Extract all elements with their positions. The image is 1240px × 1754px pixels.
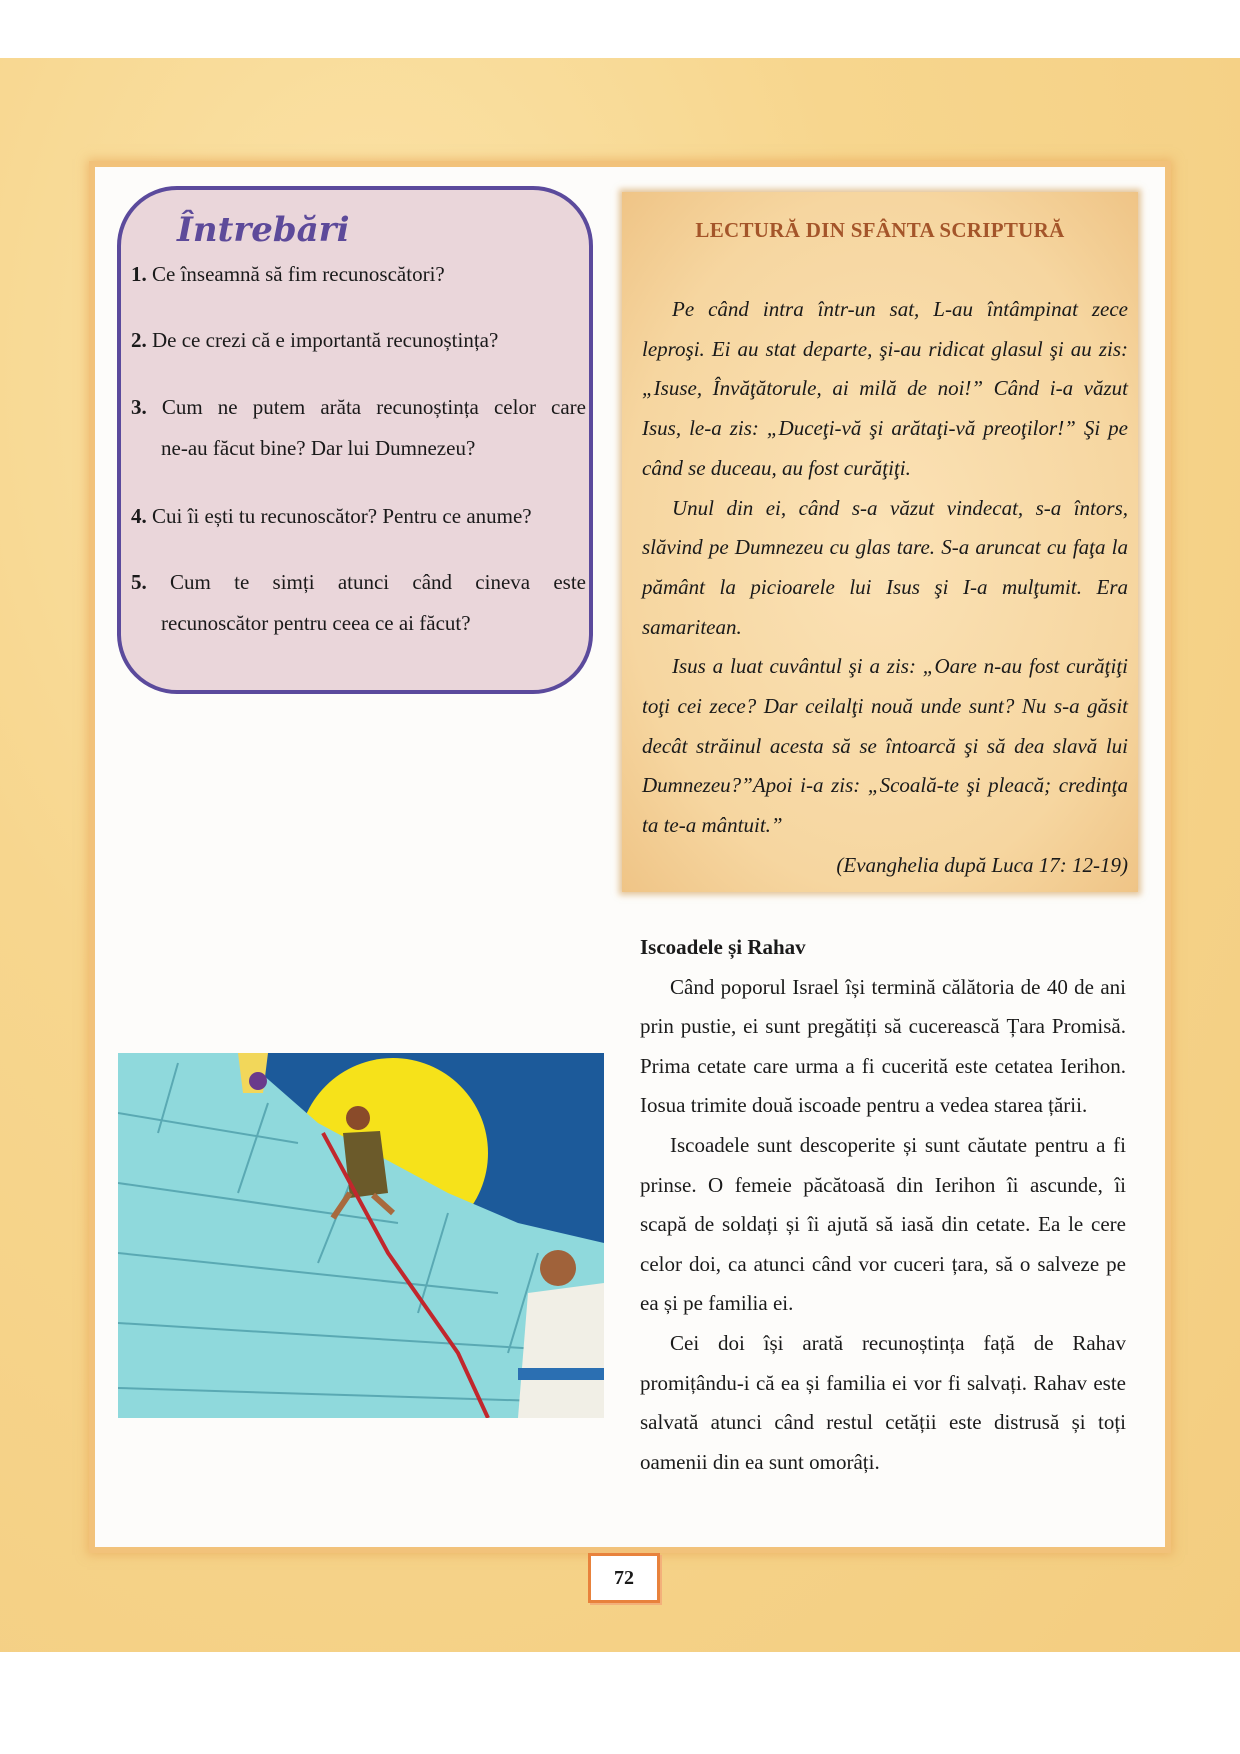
question-number: 1. [131,262,147,286]
question-item-continuation [131,428,586,469]
questions-title: Întrebări [177,210,350,250]
page-number: 72 [588,1553,660,1603]
question-text: Cum ne putem arăta recunoștința celor care [161,395,587,419]
question-item [131,254,586,295]
question-number: 4. [131,504,147,528]
question-text: Ce înseamnă să fim recunoscători? [152,262,445,286]
question-text: ne-au făcut bine? Dar lui Dumnezeu? [161,436,476,460]
question-text: Cui îi ești tu recunoscător? Pentru ce anume? [152,504,532,528]
rahav-figure [249,1072,267,1090]
question-item [131,562,586,603]
story-title: Iscoadele și Rahav [640,935,806,959]
question-text: De ce crezi că e importantă recunoștința? [152,328,499,352]
story-section [640,928,1126,1482]
story-paragraph: Iscoadele sunt descoperite și sunt căutate pentru a fi prinse. O femeie păcătoasă din Ierihon îi ascunde, îi scapă de soldați și îi ajută să iasă din cetate. Ea le cere celor doi, ca atunci când vor cuceri țara, să o salveze pe ea și pe familia ei. [640,1132,1126,1316]
question-text: Cum te simți atunci când cineva este [170,570,587,594]
question-item-continuation [131,603,586,644]
scripture-paragraph: Pe când intra într-un sat, L-au întâmpinat zece leproşi. Ei au stat departe, şi-au ridicat glasul şi au zis: „Isuse, Învăţătorule, ai milă de noi!” Când i-a văzut Isus, le-a zis: „Duceţi-vă şi arătaţi-vă preoţilor!” Şi pe când se duceau, au fost curăţiţi. [642,297,1128,480]
scripture-reading-box [622,192,1138,892]
scripture-title: LECTURĂ DIN SFÂNTA SCRIPTURĂ [695,218,1065,242]
story-paragraph: Când poporul Israel își termină călătoria de 40 de ani prin pustie, ei sunt pregătiți să cucerească Țara Promisă. Prima cetate care urma a fi cucerită este cetatea Ierihon. Iosua trimite două iscoade pentru a vedea starea țării. [640,974,1126,1118]
question-item [131,496,586,537]
questions-box [117,186,593,694]
scripture-paragraph: Unul din ei, când s-a văzut vindecat, s-a întors, slăvind pe Dumnezeu cu glas tare. S-a aruncat cu faţa la pământ la picioarele lui Isus şi I-a mulţumit. Era samaritean. [642,495,1128,639]
question-item [131,320,586,361]
question-number: 3. [131,395,147,419]
scripture-reference: (Evanghelia după Luca 17: 12-19) [836,852,1128,877]
question-item [131,387,586,428]
rahav-spies-illustration [118,1053,604,1418]
question-text: recunoscător pentru ceea ce ai făcut? [161,611,471,635]
scripture-paragraph: Isus a luat cuvântul şi a zis: „Oare n-au fost curăţiţi toţi cei zece? Dar ceilalţi nouă unde sunt? Nu s-a găsit decât străinul acesta să se întoarcă şi să dea slavă lui Dumnezeu?”Apoi i-a zis: „Scoală-te şi pleacă; credinţa ta te-a mântuit.” [642,654,1128,838]
question-number: 2. [131,328,147,352]
question-number: 5. [131,570,147,594]
story-paragraph: Cei doi își arată recunoștința față de Rahav promițându-i că ea și familia ei vor fi salvați. Rahav este salvată atunci când restul cetății este distrusă și toți oamenii din ea sunt omorâți. [640,1330,1126,1474]
